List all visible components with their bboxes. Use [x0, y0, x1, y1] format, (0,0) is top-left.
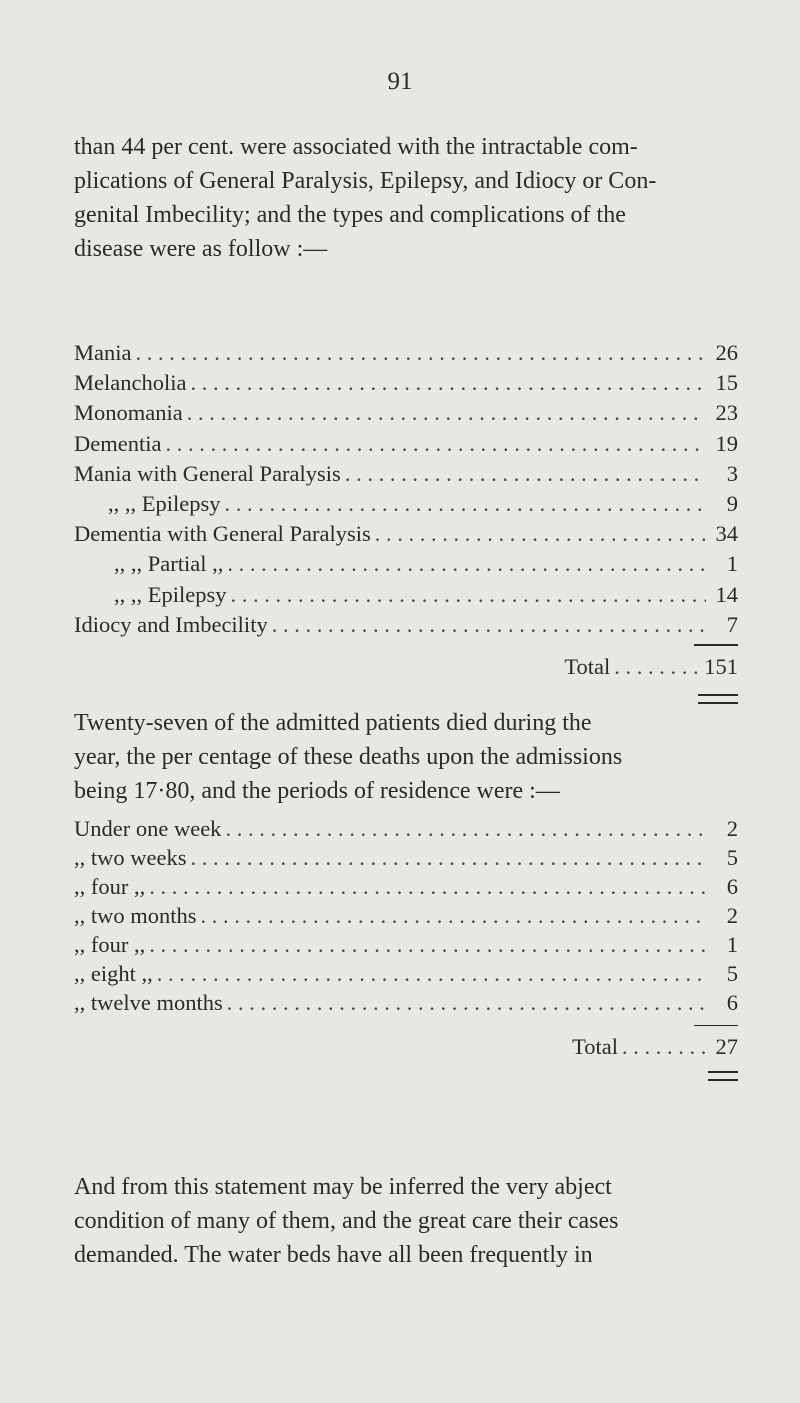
row-label: ,, two months: [74, 903, 197, 928]
table-row: [74, 903, 738, 932]
leader-dots: [165, 431, 706, 457]
leader-dots: [225, 491, 707, 517]
text-line: demanded. The water beds have all been frequently in: [74, 1242, 593, 1268]
table-row: [74, 370, 738, 400]
row-label: Dementia with General Paralysis: [74, 521, 371, 547]
row-label: ,, twelve months: [74, 990, 223, 1015]
row-label: ,, ,, Epilepsy: [108, 490, 221, 516]
table-row: [74, 431, 738, 461]
row-value: 1: [726, 932, 738, 957]
leader-dots: [345, 461, 706, 487]
total-value: 27: [715, 1034, 738, 1059]
row-label: Idiocy and Imbecility: [74, 611, 268, 637]
table-row: [74, 551, 738, 581]
row-value: 15: [715, 370, 738, 396]
sum-rule: [694, 1025, 738, 1026]
text-line: Twenty-seven of the admitted patients died during the: [74, 710, 592, 736]
text-line: year, the per centage of these deaths upon the admissions: [74, 744, 623, 770]
row-label: Monomania: [74, 400, 183, 426]
leader-dots: [227, 990, 706, 1016]
table-row: [74, 491, 738, 521]
text-line: plications of General Paralysis, Epilepsy, and Idiocy or Con-: [74, 168, 657, 194]
row-label: ,, eight ,,: [74, 961, 153, 986]
table-row: [74, 400, 738, 430]
leader-dots: [614, 654, 698, 680]
row-label: Dementia: [74, 430, 162, 456]
leader-dots: [190, 370, 706, 396]
text-line: And from this statement may be inferred the very abject: [74, 1174, 612, 1200]
leader-dots: [135, 340, 706, 366]
leader-dots: [375, 521, 706, 547]
row-value: 5: [726, 961, 738, 986]
row-value: 3: [726, 460, 738, 486]
row-label: ,, ,, Partial ,,: [114, 551, 224, 577]
table-row: [74, 461, 738, 491]
table-row: [74, 521, 738, 551]
leader-dots: [622, 1034, 706, 1060]
leader-dots: [190, 845, 706, 871]
total-label: Total: [572, 1034, 618, 1059]
row-label: ,, four ,,: [74, 932, 146, 957]
row-label: Under one week: [74, 816, 222, 841]
leader-dots: [149, 932, 706, 958]
leader-dots: [187, 400, 706, 426]
row-value: 7: [726, 611, 738, 637]
row-value: 6: [726, 874, 738, 899]
leader-dots: [227, 551, 706, 577]
row-value: 6: [726, 990, 738, 1015]
row-label: Mania with General Paralysis: [74, 460, 341, 486]
leader-dots: [225, 816, 706, 842]
total-value: 151: [704, 653, 738, 679]
row-value: 26: [715, 340, 738, 365]
text-line: than 44 per cent. were associated with the intractable com-: [74, 134, 638, 160]
total-double-rule: [698, 694, 738, 704]
leader-dots: [201, 903, 706, 929]
paragraph-conclusion: [74, 1170, 740, 1272]
table-row: [74, 874, 738, 903]
disease-types-table: [74, 340, 738, 704]
text-line: disease were as follow :—: [74, 236, 328, 262]
paragraph-intro: [74, 130, 740, 266]
row-value: 2: [726, 903, 738, 928]
leader-dots: [149, 874, 706, 900]
sum-rule: [694, 644, 738, 646]
total-row: [74, 654, 738, 684]
row-label: ,, two weeks: [74, 845, 187, 870]
residence-periods-table: [74, 816, 738, 1081]
table-row: [74, 816, 738, 845]
leader-dots: [272, 612, 706, 638]
table-row: [74, 340, 738, 370]
table-row: [74, 961, 738, 990]
row-label: Melancholia: [74, 370, 187, 396]
total-double-rule: [708, 1071, 738, 1081]
row-value: 23: [715, 400, 738, 426]
table-row: [74, 582, 738, 612]
text-line: condition of many of them, and the great care their cases: [74, 1208, 619, 1234]
leader-dots: [231, 582, 707, 608]
page-number: 91: [387, 68, 413, 95]
paragraph-deaths: [74, 706, 740, 808]
table-row: [74, 932, 738, 961]
text-line: being 17·80, and the periods of residence were :—: [74, 778, 560, 804]
table-row: [74, 612, 738, 642]
row-value: 2: [726, 816, 738, 841]
table-row: [74, 845, 738, 874]
row-value: 14: [715, 581, 738, 607]
row-value: 9: [726, 490, 738, 516]
table-row: [74, 990, 738, 1019]
row-value: 19: [715, 430, 738, 456]
total-row: [74, 1034, 738, 1063]
row-label: ,, four ,,: [74, 874, 146, 899]
text-line: genital Imbecility; and the types and complications of the: [74, 202, 626, 228]
row-label: ,, ,, Epilepsy: [114, 581, 227, 607]
leader-dots: [157, 961, 706, 987]
total-label: Total: [564, 653, 611, 679]
row-value: 5: [726, 845, 738, 870]
row-value: 1: [726, 551, 738, 577]
row-value: 34: [715, 521, 738, 547]
row-label: Mania: [74, 340, 132, 365]
